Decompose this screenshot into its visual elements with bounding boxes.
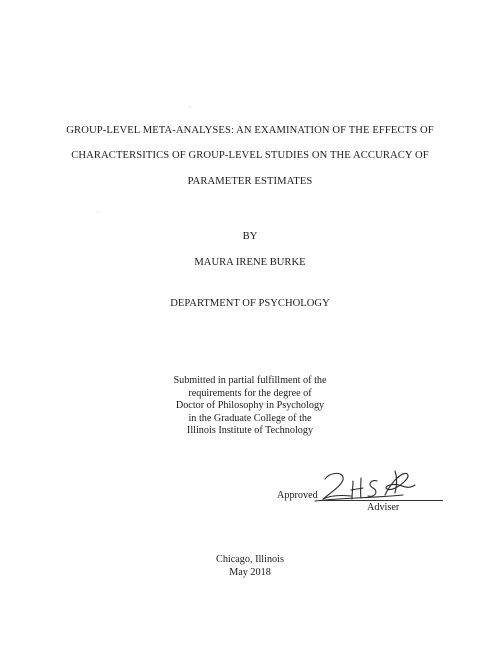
degree-statement [0,375,500,438]
signature-line [321,500,443,501]
statement-line: in the Graduate College of the [188,412,312,424]
scan-speck [97,212,98,213]
approved-label: Approved [277,490,318,501]
statement-line: Doctor of Philosophy in Psychology [175,400,325,412]
statement-line: Submitted in partial fulfillment of the [173,375,327,386]
adviser-label: Adviser [367,502,400,513]
statement-line: Illinois Institute of Technology [186,425,314,437]
title-line-2: CHARACTERSITICS OF GROUP-LEVEL STUDIES ON THE ACCURACY OF [71,150,429,161]
date: May 2018 [229,566,271,578]
place-date-block [0,554,500,579]
department: DEPARTMENT OF PSYCHOLOGY [170,298,330,309]
scan-speck [189,106,190,107]
title-line-3: PARAMETER ESTIMATES [187,176,313,187]
approval-block [275,465,445,515]
place: Chicago, Illinois [216,554,284,565]
by-label: BY [242,231,258,242]
statement-line: requirements for the degree of [188,387,312,399]
author-name: MAURA IRENE BURKE [194,257,306,268]
title-line-1: GROUP-LEVEL META-ANALYSES: AN EXAMINATION OF THE EFFECTS OF [66,125,434,136]
